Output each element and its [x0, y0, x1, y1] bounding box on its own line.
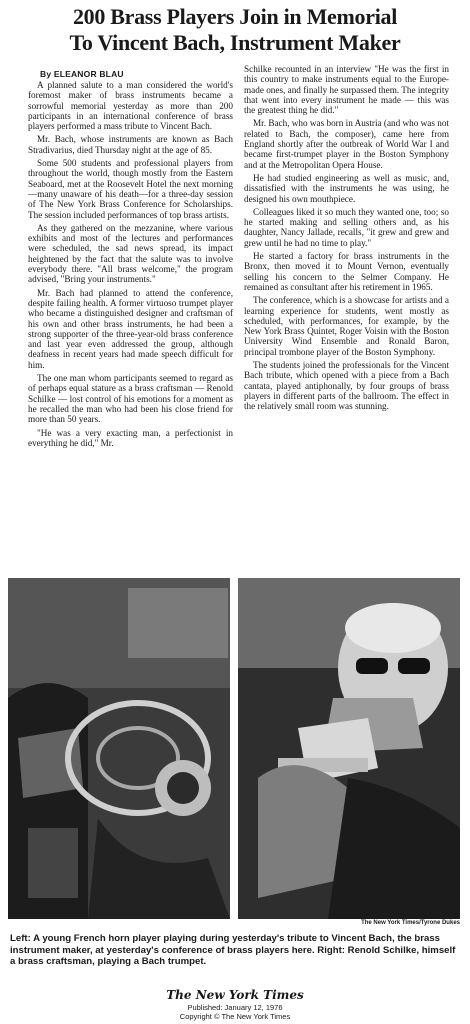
paragraph: The one man whom participants seemed to regard as of perhaps equal stature as a brass craftsman — Renold Schilke — lost control of his emotions for a moment as he recalled the man who had been his close friend for more than 50 years.	[28, 373, 233, 425]
published-date: Published: January 12, 1976	[187, 1003, 283, 1012]
copyright-notice: Copyright © The New York Times	[179, 1012, 291, 1021]
paragraph: The students joined the professionals for the Vincent Bach tribute, which opened with a piece from a Bach cantata, played antiphonally, by four groups of brass players in different parts of the ballroom. The effect in the relatively small room was stunning.	[244, 360, 449, 412]
headline	[10, 4, 460, 56]
publication-info	[0, 1003, 470, 1021]
photo-renold-schilke	[238, 578, 460, 919]
paragraph: The conference, which is a showcase for artists and a learning experience for students, went mostly as scheduled, with performances, for example, by the New York Brass Quintet, Roger Voisin with the Boston University Wind Ensemble and Ronald Baron, principal trombone player of the Boston Symphony.	[244, 295, 449, 357]
paragraph: He had studied engineering as well as music, and, dissatisfied with the instruments he was using, he designed his own mouthpiece.	[244, 172, 449, 204]
paragraph: Schilke recounted in an interview "He was the first in this country to make instruments equal to the Europe-made ones, and finally he surpassed them. The integrity that went into every instrument he made — this was the greatest thing he did."	[244, 64, 449, 116]
photo-french-horn-player	[8, 578, 230, 919]
byline: By ELEANOR BLAU	[40, 69, 124, 79]
photo-credit: The New York Times/Tyrone Dukes	[361, 920, 460, 926]
headline-line-2: To Vincent Bach, Instrument Maker	[69, 30, 401, 55]
paragraph: Colleagues liked it so much they wanted one, too; so he started making and selling others and, as his daughter, Nancy Jallade, recalls, "it grew and grew and grew until he had no time to play."	[244, 206, 449, 248]
paragraph: Mr. Bach had planned to attend the conference, despite failing health. A former virtuoso trumpet player who became a distinguished designer and craftsman of his own and other brass instruments, he had been a strong supporter of the three-year-old brass conference and last year even addressed the group, although deafness in recent years had made speech difficult for him.	[28, 287, 233, 370]
paragraph: Mr. Bach, whose instruments are known as Bach Stradivarius, died Thursday night at the age of 85.	[28, 134, 233, 155]
photo-trumpet-image	[238, 578, 460, 919]
paragraph: A planned salute to a man considered the world's foremost maker of brass instruments became a sorrowful memorial yesterday as more than 200 participants in an international conference of brass players performed a mass tribute to Vincent Bach.	[28, 80, 233, 132]
paragraph: "He was a very exacting man, a perfectionist in everything he did," Mr.	[28, 427, 233, 448]
paragraph: As they gathered on the mezzanine, where various exhibits and most of the lectures and performances were scheduled, the sad news spread, its impact heightened by the fact that the salute was to involve everybody there. "All brass welcome," the program advised, "Bring your instruments."	[28, 222, 233, 285]
article-column-right	[244, 64, 449, 415]
paragraph: He started a factory for brass instruments in the Bronx, then moved it to Mount Vernon, eventually selling his concern to the Selmer Company. He remained as consultant after his retirement in 1965.	[244, 251, 449, 292]
photo-french-horn-image	[8, 578, 230, 919]
nyt-masthead-logo: The New York Times	[166, 988, 304, 1002]
paragraph: Mr. Bach, who was born in Austria (and who was not related to Bach, the composer), came here from England shortly after the outbreak of World War I and became first-trumpet player in the Boston Symphony and at the Metropolitan Opera House.	[244, 118, 449, 170]
headline-line-1: 200 Brass Players Join in Memorial	[72, 4, 398, 29]
photo-caption: Left: A young French horn player playing during yesterday's tribute to Vincent Bach, the brass instrument maker, at yesterday's conference of brass players here. Right: Renold Schilke, himself a brass craftsman, playing a Bach trumpet.	[10, 933, 456, 967]
paragraph: Some 500 students and professional players from throughout the world, though mostly from the Eastern Seaboard, met at the Roosevelt Hotel the next morning—many unaware of his death—for a three-day session of The New York Brass Conference for Scholarships. The session included performances of top brass artists.	[28, 158, 233, 220]
article-column-left	[28, 80, 233, 451]
